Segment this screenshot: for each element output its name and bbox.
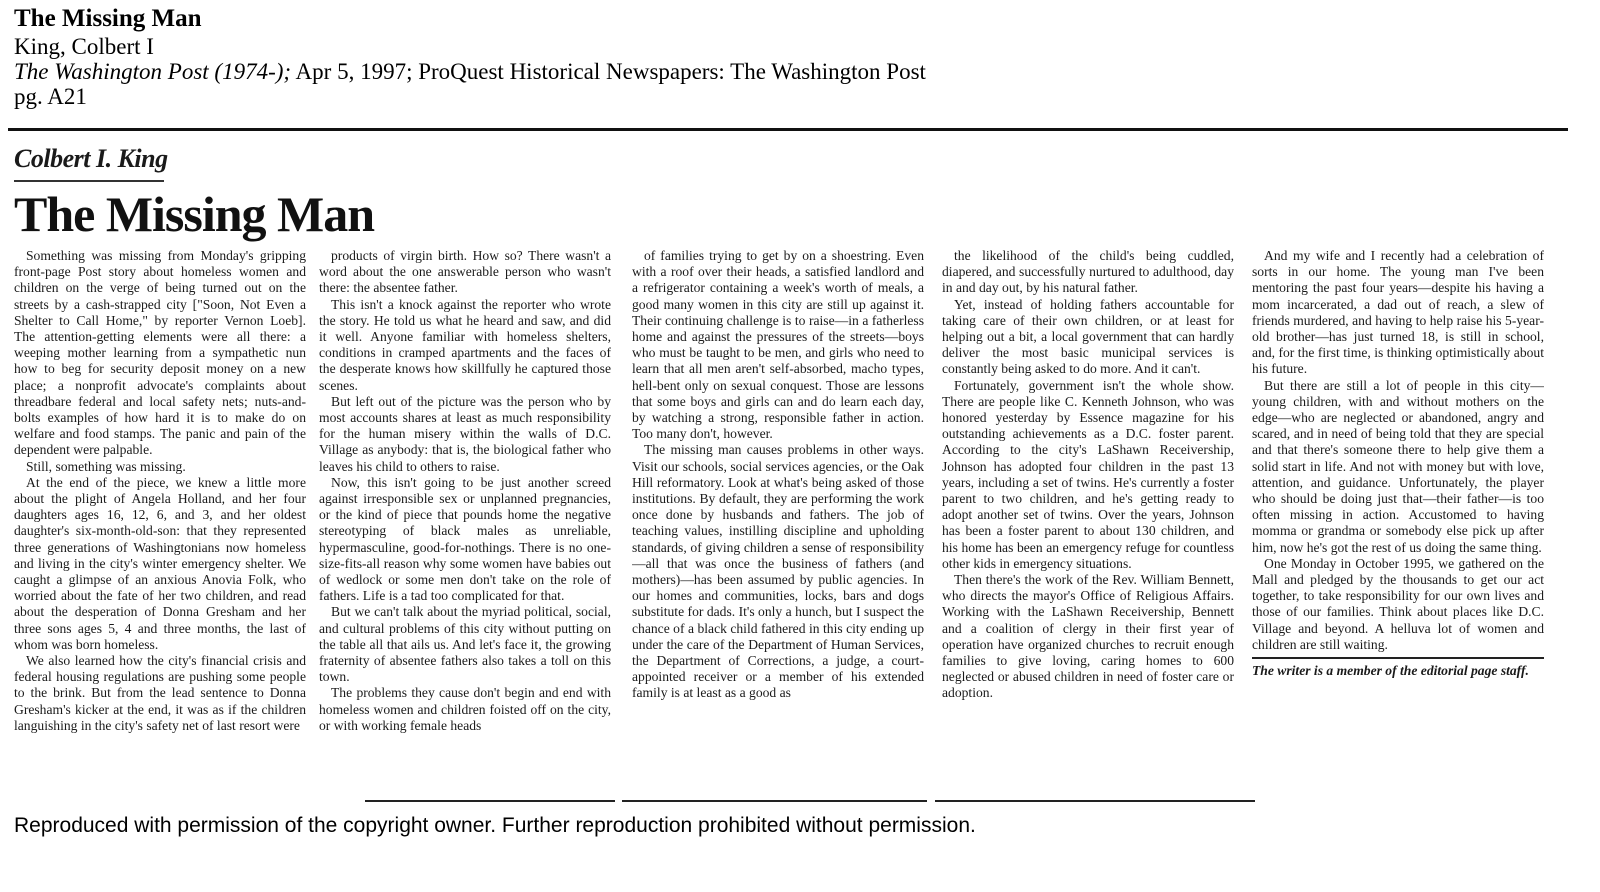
citation-details: Apr 5, 1997; ProQuest Historical Newspapers: The Washington Post: [291, 59, 926, 84]
paragraph: Still, something was missing.: [26, 458, 186, 474]
paragraph: Then there's the work of the Rev. William Bennett, who directs the mayor's Office of Religious Affairs. Working with the LaShawn Receivership, Bennett and a coalition of clergy in their first year of operation have organized churches to recruit enough families to give loving, caring homes to 600 neglected or abused children in need of foster care or adoption.: [942, 572, 1234, 701]
paragraph: Fortunately, government isn't the whole show. There are people like C. Kenneth Johnson, who was honored yesterday by Essence magazine for his outstanding achievements as a D.C. foster parent. According to the city's LaShawn Receivership, Johnson has adopted four children in the past 13 years, including a set of twins. He's currently a foster parent to two children, and he's getting ready to adopt another set of twins. Over the years, Johnson has been a foster parent to about 130 children, and his home has been an emergency refuge for countless other kids in emergency situations.: [942, 377, 1234, 571]
citation-publication: The Washington Post (1974-);: [14, 59, 292, 84]
byline: Colbert I. King: [14, 144, 168, 173]
bottom-divider: [365, 800, 615, 802]
article-column-1: [14, 248, 306, 788]
paragraph: The missing man causes problems in other ways. Visit our schools, social services agencies, or the Oak Hill reformatory. Look at what's being asked of those institutions. By default, they are performing the work once done by husbands and fathers. The job of teaching values, instilling discipline and upholding standards, of giving children a sense of responsibility—all that was once the business of fathers (and mothers)—has been assumed by public agencies. In our homes and communities, locks, bars and dogs substitute for dads. It's only a hunch, but I suspect the chance of a black child fathered in this city ending up under the care of the Department of Human Services, the Department of Corrections, a judge, a court-appointed receiver or a member of his extended family is at least as a good as: [632, 442, 924, 701]
paragraph: We also learned how the city's financial crisis and federal housing regulations are pushing some people to the brink. But from the lead sentence to Donna Gresham's kicker at the end, it was as if the children languishing in the city's safety net of last resort were: [14, 653, 306, 733]
article-column-2: [319, 248, 611, 788]
paragraph: The problems they cause don't begin and end with homeless women and children foisted off on the city, or with working female heads: [319, 685, 611, 733]
citation-source: [14, 59, 926, 84]
copyright-notice: Reproduced with permission of the copyright owner. Further reproduction prohibited without permission.: [14, 814, 976, 837]
bottom-divider: [622, 800, 927, 802]
paragraph: But there are still a lot of people in this city—young children, with and without mothers on the edge—who are neglected or abandoned, angry and scared, and in need of being told that they are special and that there's someone there to help give them a solid start in life. And not with money but with love, attention, and guidance. Unfortunately, the player who should be doing just that—their father—is too often missing in action. Accustomed to having momma or grandma or somebody else pick up after him, now he's got the rest of us doing the same thing.: [1252, 377, 1544, 555]
article-body: [14, 248, 1564, 788]
paragraph: One Monday in October 1995, we gathered on the Mall and pledged by the thousands to get our act together, to take responsibility for our own lives and those of our families. Think about places like D.C. Village and beyond. A helluva lot of women and children are still waiting.: [1252, 555, 1544, 652]
writer-credit: The writer is a member of the editorial page staff.: [1252, 657, 1544, 679]
paragraph: Yet, instead of holding fathers accountable for taking care of their own children, or at least for helping out a bit, a local government that can hardly deliver the most basic municipal services is constantly being asked to do more. And it can't.: [942, 296, 1234, 377]
paragraph: Now, this isn't going to be just another screed against irresponsible sex or unplanned pregnancies, or the kind of piece that pounds home the negative stereotyping of black males as unreliable, hypermasculine, good-for-nothings. There is no one-size-fits-all reason why some women have babies out of wedlock or some men don't take on the role of fathers. Life is a tad too complicated for that.: [319, 474, 611, 604]
paragraph: But we can't talk about the myriad political, social, and cultural problems of this city without putting on the table all that ails us. And let's face it, the growing fraternity of absentee fathers also takes a toll on this town.: [319, 604, 611, 685]
paragraph: Something was missing from Monday's gripping front-page Post story about homeless women and children on the verge of being turned out on the streets by a cash-strapped city ["Soon, Not Even a Shelter to Call Home," by reporter Vernon Loeb]. The attention-getting elements were all there: a weeping mother learning from a sympathetic nun how to beg for security deposit money on a new place; a nonprofit advocate's complaints about threadbare federal and local safety nets; nuts-and-bolts examples of how hard it is to make do on welfare and food stamps. The panic and pain of the dependent were palpable.: [14, 248, 306, 458]
article-column-5: [1252, 248, 1544, 788]
citation-author: King, Colbert I: [14, 34, 154, 59]
byline-divider: [14, 180, 164, 182]
article-headline: The Missing Man: [14, 186, 375, 242]
citation-header: [14, 4, 926, 109]
article-column-3: [632, 248, 924, 788]
paragraph: But left out of the picture was the person who by most accounts shares at least as much responsibility for the human misery within the walls of D.C. Village as anybody: that is, the biological father who leaves his child to others to raise.: [319, 393, 611, 474]
citation-page: pg. A21: [14, 84, 87, 109]
article-column-4: [942, 248, 1234, 788]
paragraph: And my wife and I recently had a celebration of sorts in our home. The young man I've been mentoring the past four years—despite his having a mom incarcerated, a dad out of reach, a slew of friends murdered, and having to help raise his 5-year-old brother—has just turned 18, is still in school, and, for the first time, is thinking optimistically about his future.: [1252, 248, 1544, 377]
top-divider: [8, 128, 1568, 131]
citation-title: The Missing Man: [14, 5, 202, 32]
paragraph: products of virgin birth. How so? There wasn't a word about the one answerable person who wasn't there: the absentee father.: [319, 248, 611, 296]
paragraph: the likelihood of the child's being cuddled, diapered, and successfully nurtured to adulthood, day in and day out, by his natural father.: [942, 248, 1234, 296]
bottom-divider: [935, 800, 1255, 802]
paragraph: At the end of the piece, we knew a little more about the plight of Angela Holland, and her four daughters ages 16, 12, 6, and 3, and her oldest daughter's six-month-old-son: that they represented three generations of Washingtonians now homeless and living in the city's winter emergency shelter. We caught a glimpse of an anxious Anovia Folk, who worried about the fate of her two children, and read about the desperation of Donna Gresham and her three sons ages 5, 4 and three months, the last of whom was born homeless.: [14, 474, 306, 652]
paragraph: of families trying to get by on a shoestring. Even with a roof over their heads, a satisfied landlord and a refrigerator containing a week's worth of meals, a good many women in this city are still up against it. Their continuing challenge is to raise—in a fatherless home and against the pressures of the streets—boys who must be taught to be men, and girls who need to learn that all men aren't self-absorbed, macho types, hell-bent only on sexual conquest. Those are lessons that some boys and girls can and do learn each day, by watching a strong, responsible father in action. Too many don't, however.: [632, 248, 924, 442]
paragraph: This isn't a knock against the reporter who wrote the story. He told us what he heard and saw, and did it well. Anyone familiar with homeless shelters, conditions in cramped apartments and the faces of the desperate knows how skillfully he captured those scenes.: [319, 296, 611, 393]
